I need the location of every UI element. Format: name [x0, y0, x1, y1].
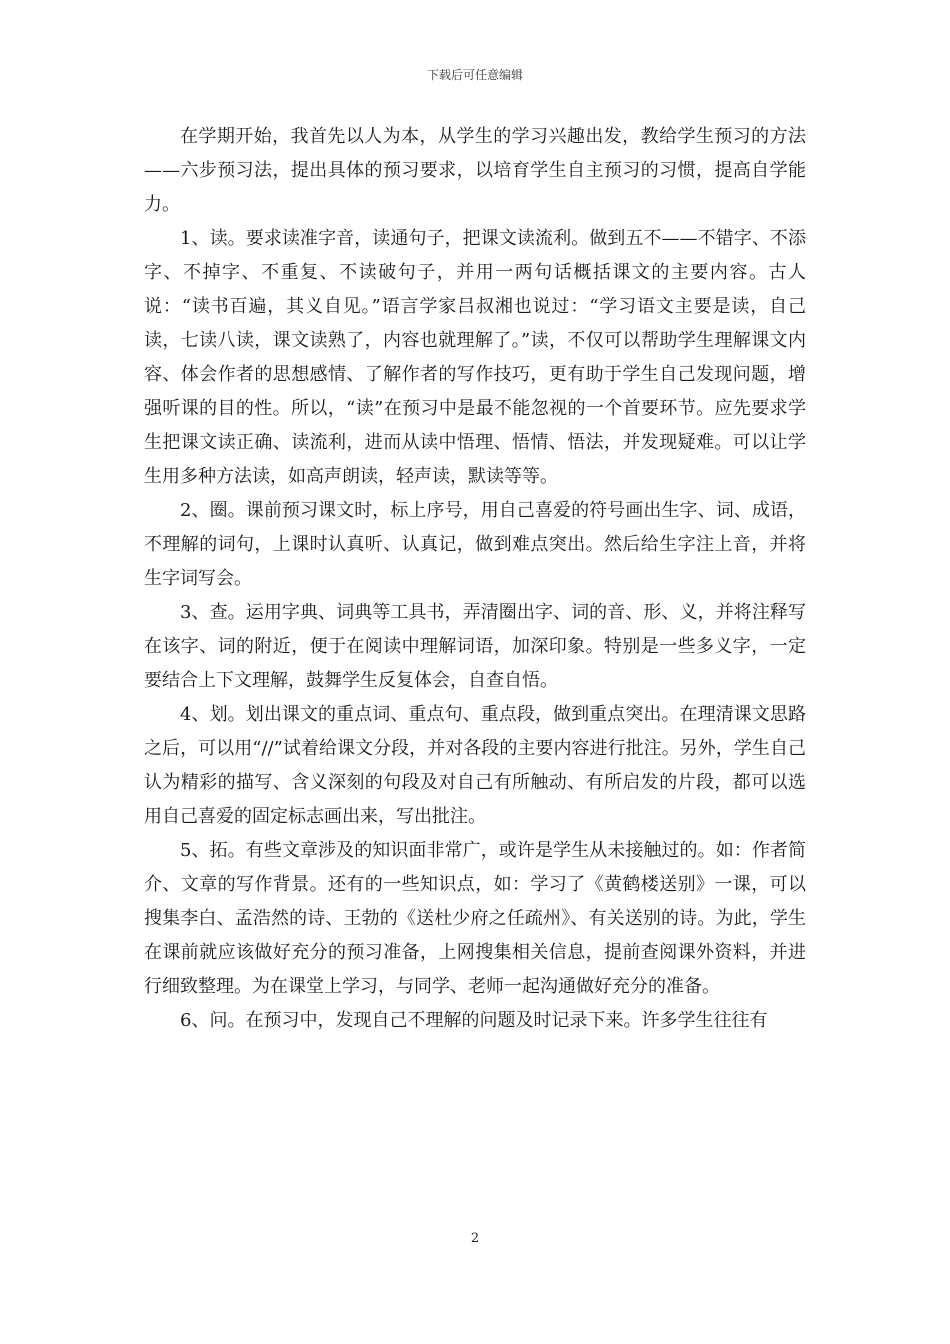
paragraph-lookup: 3、查。运用字典、词典等工具书，弄清圈出字、词的音、形、义，并将注释写在该字、词的附近，便于在阅读中理解词语，加深印象。特别是一些多义字，一定要结合上下文理解，鼓舞学生反复体会，自查自悟。	[144, 602, 806, 691]
paragraph-intro: 在学期开始，我首先以人为本，从学生的学习兴趣出发，教给学生预习的方法——六步预习法，提出具体的预习要求，以培育学生自主预习的习惯，提高自学能力。	[144, 126, 806, 215]
paragraph-ask: 6、问。在预习中，发现自己不理解的问题及时记录下来。许多学生往往有	[180, 1010, 768, 1031]
page-header: 下载后可任意编辑	[426, 68, 523, 82]
paragraph-circle: 2、圈。课前预习课文时，标上序号，用自己喜爱的符号画出生字、词、成语，不理解的词句，上课时认真听、认真记，做到难点突出。然后给生字注上音，并将生字词写会。	[144, 500, 806, 589]
paragraph-read: 1、读。要求读准字音，读通句子，把课文读流利。做到五不——不错字、不添字、不掉字、不重复、不读破句子，并用一两句话概括课文的主要内容。古人说：“读书百遍，其义自见。”语言学家吕叔湘也说过：“学习语文主要是读，自己读，七读八读，课文读熟了，内容也就理解了。”读，不仅可以帮助学生理解课文内容、体会作者的思想感情、了解作者的写作技巧，更有助于学生自己发现问题，增强听课的目的性。所以，“读”在预习中是最不能忽视的一个首要环节。应先要求学生把课文读正确、读流利，进而从读中悟理、悟情、悟法，并发现疑难。可以让学生用多种方法读，如高声朗读，轻声读，默读等等。	[144, 228, 806, 487]
document-body	[144, 120, 806, 1038]
paragraph-mark: 4、划。划出课文的重点词、重点句、重点段，做到重点突出。在理清课文思路之后，可以用“//”试着给课文分段，并对各段的主要内容进行批注。另外，学生自己认为精彩的描写、含义深刻的句段及对自己有所触动、有所启发的片段，都可以选用自己喜爱的固定标志画出来，写出批注。	[144, 704, 806, 827]
page-number: 2	[470, 1231, 480, 1246]
paragraph-expand: 5、拓。有些文章涉及的知识面非常广，或许是学生从未接触过的。如：作者简介、文章的写作背景。还有的一些知识点，如：学习了《黄鹤楼送别》一课，可以搜集李白、孟浩然的诗、王勃的《送杜少府之任疏州》、有关送别的诗。为此，学生在课前就应该做好充分的预习准备，上网搜集相关信息，提前查阅课外资料，并进行细致整理。为在课堂上学习，与同学、老师一起沟通做好充分的准备。	[144, 840, 806, 997]
